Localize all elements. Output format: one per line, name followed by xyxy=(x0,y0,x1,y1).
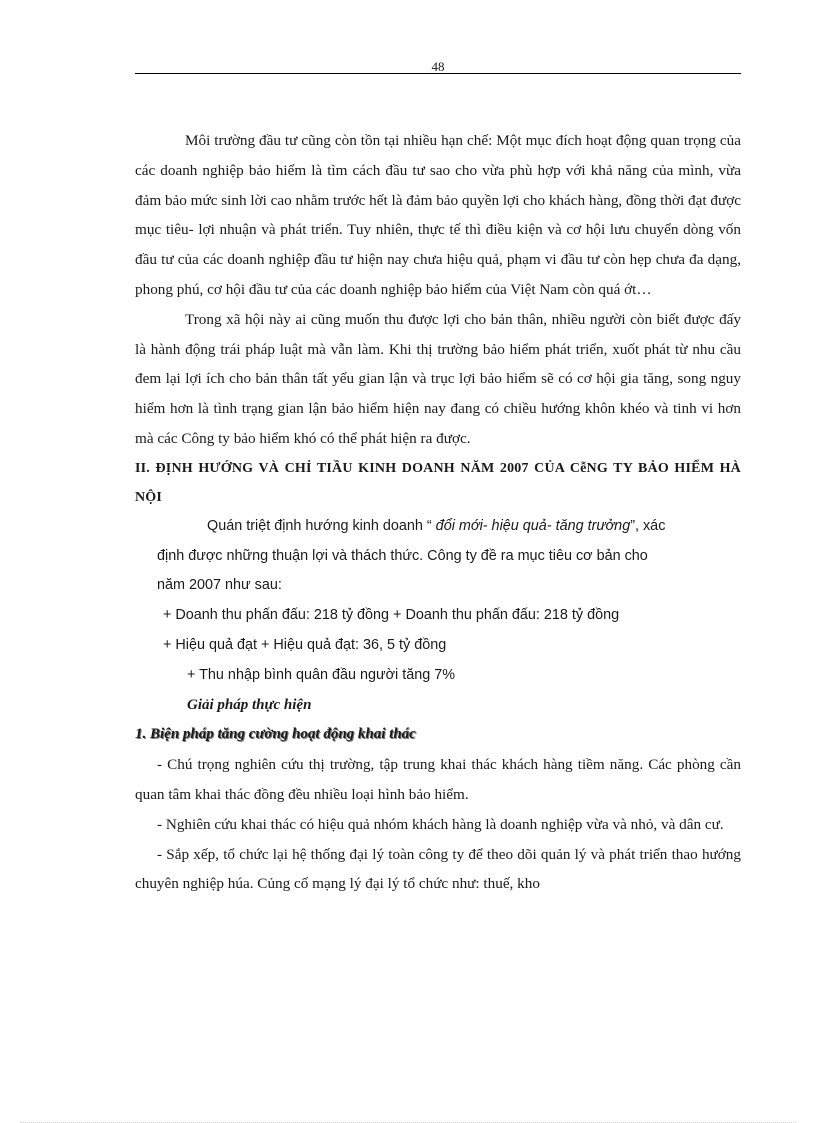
list-item: - Sắp xếp, tổ chức lại hệ thống đại lý toàn công ty để theo dõi quản lý và phát triển thao hướng chuyên nghiệp húa. Củng cố mạng lý đại lý tổ chức như: thuế, kho xyxy=(135,845,741,893)
orientation-block xyxy=(135,512,741,691)
section-heading: II. ĐỊNH HƯỚNG VÀ CHỈ TIẦU KINH DOANH NĂM 2007 CỦA CễNG TY BẢO HIỂM HÀ NỘI xyxy=(135,460,741,505)
target-item: + Thu nhập bình quân đầu người tăng 7% xyxy=(187,666,456,683)
target-item: + Doanh thu phấn đấu: 218 tỷ đồng + Doanh thu phấn đấu: 218 tỷ đồng xyxy=(163,607,620,624)
page-content xyxy=(135,126,741,899)
header-rule xyxy=(135,73,741,74)
target-item: + Hiệu quả đạt + Hiệu quả đạt: 36, 5 tỷ đồng xyxy=(163,636,447,653)
orientation-line: định được những thuận lợi và thách thức. Công ty đề ra mục tiêu cơ bản cho xyxy=(157,547,648,564)
list-item: - Chú trọng nghiên cứu thị trường, tập trung khai thác khách hàng tiềm năng. Các phòng cần quan tâm khai thác đồng đều nhiều loại hình bảo hiểm. xyxy=(135,756,741,803)
orientation-intro xyxy=(135,512,741,542)
intro-quote: đổi mới- hiệu quả- tăng trưởng xyxy=(431,517,631,534)
page-number: 48 xyxy=(431,59,445,74)
intro-text-after: ”, xác xyxy=(630,517,666,534)
intro-text-before: Quán triệt định hướng kinh doanh “ xyxy=(207,517,432,534)
section-title: 1. Biện pháp tăng cường hoạt động khai thác xyxy=(135,726,416,743)
orientation-line: năm 2007 như sau: xyxy=(157,577,282,594)
paragraph: Trong xã hội này ai cũng muốn thu được lợi cho bản thân, nhiều người còn biết được đấy là hành động trái pháp luật mà vẫn làm. Khi thị trường bảo hiểm phát triển, xuốt phát từ nhu cầu đem lại lợi ích cho bản thân tất yếu gian lận và trục lợi bảo hiểm sẽ có cơ hội gia tăng, song nguy hiểm hơn là tình trạng gian lận bảo hiểm hiện nay đang có chiều hướng khôn khéo và tinh vi hơn mà các Công ty bảo hiểm khó có thể phát hiện ra được. xyxy=(135,310,741,447)
solutions-title: Giải pháp thực hiện xyxy=(187,696,312,713)
paragraph: Môi trường đầu tư cũng còn tồn tại nhiều hạn chế: Một mục đích hoạt động quan trọng của các doanh nghiệp bảo hiểm là tìm cách đầu tư sao cho vừa phù hợp với khả năng của mình, vừa đảm bảo mức sinh lời cao nhằm trước hết là đảm bảo quyền lợi cho khách hàng, đồng thời đạt được mục tiêu- lợi nhuận và phát triển. Tuy nhiên, thực tế thì điều kiện và cơ hội lưu chuyển dòng vốn đầu tư của các doanh nghiệp đầu tư hiện nay chưa hiệu quả, phạm vi đầu tư còn hẹp chưa đa dạng, phong phú, cơ hội đầu tư của các doanh nghiệp bảo hiểm của Việt Nam còn quá ớt… xyxy=(135,132,741,298)
list-item: - Nghiên cứu khai thác có hiệu quả nhóm khách hàng là doanh nghiệp vừa và nhỏ, và dân cư. xyxy=(157,815,724,833)
